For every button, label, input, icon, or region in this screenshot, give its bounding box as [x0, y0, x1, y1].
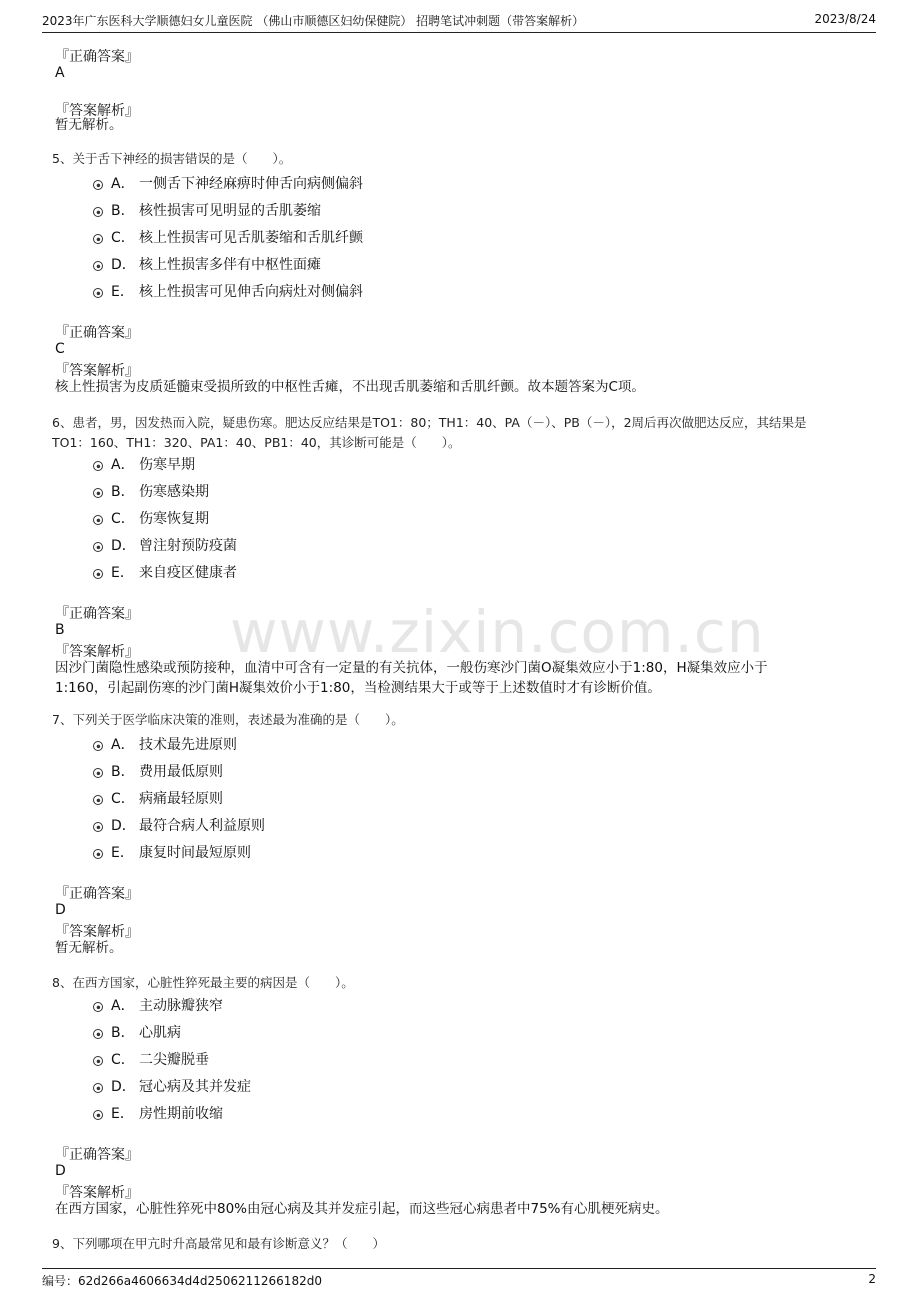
radio-icon[interactable] [93, 234, 103, 244]
analysis-text: 在西方国家，心脏性猝死中80%由冠心病及其并发症引起，而这些冠心病患者中75%有心肌梗死病史。 [55, 1201, 669, 1217]
option-b[interactable]: B． 伤寒感染期 [93, 481, 209, 501]
page-footer [42, 1268, 876, 1289]
question-stem: 8、在西方国家，心脏性猝死最主要的病因是（ ）。 [52, 975, 354, 990]
correct-answer-value: A [55, 65, 65, 81]
option-d[interactable]: D． 曾注射预防疫菌 [93, 535, 237, 555]
document-code: 编号：62d266a4606634d4d2506211266182d0 [42, 1274, 322, 1288]
document-title: 2023年广东医科大学顺德妇女儿童医院 （佛山市顺德区妇幼保健院） 招聘笔试冲刺题（带答案解析） [42, 14, 585, 28]
option-b[interactable]: B． 心肌病 [93, 1022, 181, 1042]
question-stem: 7、下列关于医学临床决策的准则，表述最为准确的是（ ）。 [52, 712, 404, 727]
correct-answer-value: C [55, 341, 65, 357]
radio-icon[interactable] [93, 849, 103, 859]
option-c[interactable]: C． 核上性损害可见舌肌萎缩和舌肌纤颤 [93, 227, 363, 247]
correct-answer-value: D [55, 1163, 66, 1179]
analysis-text: 核上性损害为皮质延髓束受损所致的中枢性舌瘫，不出现舌肌萎缩和舌肌纤颤。故本题答案为C项。 [55, 379, 645, 395]
option-c[interactable]: C． 病痛最轻原则 [93, 788, 223, 808]
question-stem: 6、患者，男，因发热而入院，疑患伤寒。肥达反应结果是TO1：80；TH1：40、PA（－）、PB（－），2周后再次做肥达反应，其结果是 [52, 415, 807, 430]
radio-icon[interactable] [93, 1002, 103, 1012]
watermark: www.zixin.com.cn [230, 598, 765, 666]
radio-icon[interactable] [93, 1056, 103, 1066]
option-d[interactable]: D． 最符合病人利益原则 [93, 815, 265, 835]
radio-icon[interactable] [93, 542, 103, 552]
option-e[interactable]: E． 康复时间最短原则 [93, 842, 251, 862]
analysis-text-cont: 1:160，引起副伤寒的沙门菌H凝集效价小于1:80，当检测结果大于或等于上述数值时才有诊断价值。 [55, 680, 661, 696]
option-b[interactable]: B． 费用最低原则 [93, 761, 223, 781]
page-number: 2 [868, 1272, 876, 1286]
correct-answer-label: 『正确答案』 [55, 49, 139, 65]
option-a[interactable]: A． 技术最先进原则 [93, 734, 237, 754]
radio-icon[interactable] [93, 1083, 103, 1093]
analysis-text: 暂无解析。 [55, 940, 123, 956]
radio-icon[interactable] [93, 180, 103, 190]
option-a[interactable]: A． 主动脉瓣狭窄 [93, 995, 223, 1015]
correct-answer-value: D [55, 902, 66, 918]
question-stem: 5、关于舌下神经的损害错误的是（ ）。 [52, 151, 292, 166]
radio-icon[interactable] [93, 768, 103, 778]
radio-icon[interactable] [93, 795, 103, 805]
radio-icon[interactable] [93, 1110, 103, 1120]
analysis-label: 『答案解析』 [55, 1185, 139, 1201]
document-date: 2023/8/24 [814, 12, 876, 26]
option-d[interactable]: D． 冠心病及其并发症 [93, 1076, 251, 1096]
option-c[interactable]: C． 伤寒恢复期 [93, 508, 209, 528]
question-stem-cont: TO1：160、TH1：320、PA1：40、PB1：40，其诊断可能是（ ）。 [52, 435, 461, 450]
analysis-label: 『答案解析』 [55, 924, 139, 940]
radio-icon[interactable] [93, 822, 103, 832]
radio-icon[interactable] [93, 261, 103, 271]
radio-icon[interactable] [93, 488, 103, 498]
analysis-label: 『答案解析』 [55, 644, 139, 660]
option-e[interactable]: E． 来自疫区健康者 [93, 562, 237, 582]
correct-answer-label: 『正确答案』 [55, 886, 139, 902]
question-stem: 9、下列哪项在甲亢时升高最常见和最有诊断意义？（ ） [52, 1236, 385, 1251]
option-e[interactable]: E． 房性期前收缩 [93, 1103, 223, 1123]
correct-answer-label: 『正确答案』 [55, 606, 139, 622]
radio-icon[interactable] [93, 288, 103, 298]
option-e[interactable]: E． 核上性损害可见伸舌向病灶对侧偏斜 [93, 281, 363, 301]
radio-icon[interactable] [93, 207, 103, 217]
correct-answer-label: 『正确答案』 [55, 1147, 139, 1163]
correct-answer-label: 『正确答案』 [55, 325, 139, 341]
analysis-label: 『答案解析』 [55, 103, 139, 119]
radio-icon[interactable] [93, 461, 103, 471]
radio-icon[interactable] [93, 515, 103, 525]
correct-answer-value: B [55, 622, 65, 638]
analysis-text: 暂无解析。 [55, 117, 123, 133]
option-b[interactable]: B． 核性损害可见明显的舌肌萎缩 [93, 200, 321, 220]
option-a[interactable]: A． 一侧舌下神经麻痹时伸舌向病侧偏斜 [93, 173, 363, 193]
page-header [42, 12, 876, 33]
radio-icon[interactable] [93, 741, 103, 751]
analysis-text: 因沙门菌隐性感染或预防接种，血清中可含有一定量的有关抗体，一般伤寒沙门菌O凝集效应小于1:80，H凝集效应小于 [55, 660, 768, 676]
radio-icon[interactable] [93, 569, 103, 579]
option-a[interactable]: A． 伤寒早期 [93, 454, 195, 474]
option-d[interactable]: D． 核上性损害多伴有中枢性面瘫 [93, 254, 321, 274]
option-c[interactable]: C． 二尖瓣脱垂 [93, 1049, 209, 1069]
radio-icon[interactable] [93, 1029, 103, 1039]
analysis-label: 『答案解析』 [55, 363, 139, 379]
